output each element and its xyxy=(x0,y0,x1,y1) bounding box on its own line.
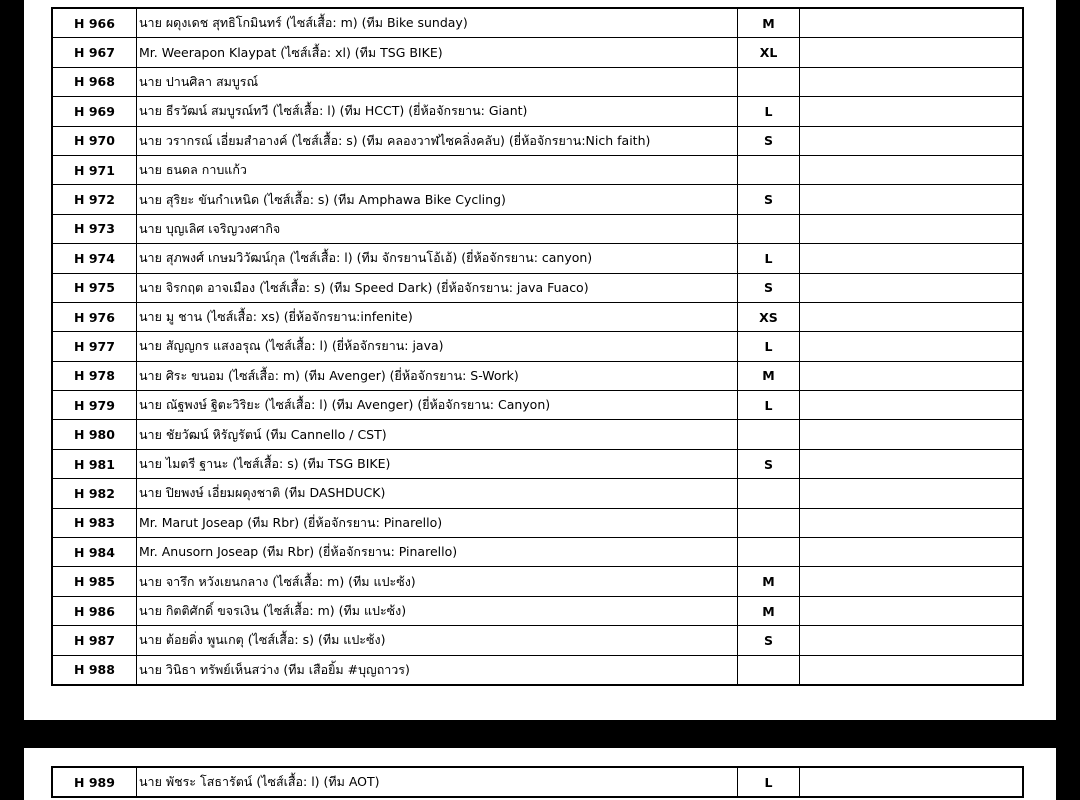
bib-number-cell: H 973 xyxy=(52,214,137,243)
blank-cell xyxy=(800,302,1024,331)
blank-cell xyxy=(800,185,1024,214)
participant-name-cell: นาย สุริยะ ขันกำเหนิด (ไซส์เสื้อ: s) (ทีม Amphawa Bike Cycling) xyxy=(137,185,738,214)
table-row xyxy=(52,273,1023,302)
participant-table xyxy=(51,7,1024,686)
bib-number-cell: H 986 xyxy=(52,596,137,625)
table-row xyxy=(52,8,1023,38)
bib-number-cell: H 972 xyxy=(52,185,137,214)
document-page xyxy=(24,748,1056,800)
participant-name-cell: นาย ผดุงเดช สุทธิโกมินทร์ (ไซส์เสื้อ: m) (ทีม Bike sunday) xyxy=(137,8,738,38)
participant-name-cell: นาย ธีรวัฒน์ สมบูรณ์ทวี (ไซส์เสื้อ: l) (ทีม HCCT) (ยี่ห้อจักรยาน: Giant) xyxy=(137,97,738,126)
bib-number-cell: H 979 xyxy=(52,391,137,420)
blank-cell xyxy=(800,479,1024,508)
bib-number-cell: H 988 xyxy=(52,655,137,685)
blank-cell xyxy=(800,67,1024,96)
participant-name-cell: นาย ต้อยติ่ง พูนเกตุ (ไซส์เสื้อ: s) (ทีม แปะซ้ง) xyxy=(137,626,738,655)
blank-cell xyxy=(800,8,1024,38)
blank-cell xyxy=(800,420,1024,449)
table-row xyxy=(52,67,1023,96)
bib-number-cell: H 975 xyxy=(52,273,137,302)
blank-cell xyxy=(800,596,1024,625)
participant-name-cell: นาย มู ชาน (ไซส์เสื้อ: xs) (ยี่ห้อจักรยาน:infenite) xyxy=(137,302,738,331)
participant-name-cell: Mr. Marut Joseap (ทีม Rbr) (ยี่ห้อจักรยาน: Pinarello) xyxy=(137,508,738,537)
participant-name-cell: นาย ปิยพงษ์ เอี่ยมผดุงชาติ (ทีม DASHDUCK) xyxy=(137,479,738,508)
participant-name-cell: นาย จิรกฤต อาจเมือง (ไซส์เสื้อ: s) (ทีม Speed Dark) (ยี่ห้อจักรยาน: java Fuaco) xyxy=(137,273,738,302)
shirt-size-cell: S xyxy=(738,126,800,155)
table-row xyxy=(52,767,1023,797)
table-row xyxy=(52,185,1023,214)
participant-name-cell: นาย กิตติศักดิ์ ขจรเงิน (ไซส์เสื้อ: m) (ทีม แปะซ้ง) xyxy=(137,596,738,625)
participant-name-cell: นาย สุภพงศ์ เกษมวิวัฒน์กุล (ไซส์เสื้อ: l) (ทีม จักรยานโอ้เอ้) (ยี่ห้อจักรยาน: canyon) xyxy=(137,244,738,273)
bib-number-cell: H 977 xyxy=(52,332,137,361)
participant-table xyxy=(51,766,1024,798)
participant-table-body xyxy=(52,8,1023,685)
table-row xyxy=(52,155,1023,184)
shirt-size-cell xyxy=(738,214,800,243)
shirt-size-cell: M xyxy=(738,596,800,625)
bib-number-cell: H 987 xyxy=(52,626,137,655)
blank-cell xyxy=(800,767,1024,797)
table-row xyxy=(52,126,1023,155)
table-row xyxy=(52,244,1023,273)
blank-cell xyxy=(800,655,1024,685)
shirt-size-cell: L xyxy=(738,97,800,126)
bib-number-cell: H 974 xyxy=(52,244,137,273)
bib-number-cell: H 967 xyxy=(52,38,137,67)
participant-name-cell: Mr. Weerapon Klaypat (ไซส์เสื้อ: xl) (ทีม TSG BIKE) xyxy=(137,38,738,67)
participant-name-cell: นาย วินิธา ทรัพย์เห็นสว่าง (ทีม เสือยิ้ม #บุญถาวร) xyxy=(137,655,738,685)
bib-number-cell: H 976 xyxy=(52,302,137,331)
blank-cell xyxy=(800,126,1024,155)
bib-number-cell: H 978 xyxy=(52,361,137,390)
table-row xyxy=(52,449,1023,478)
shirt-size-cell xyxy=(738,479,800,508)
bib-number-cell: H 989 xyxy=(52,767,137,797)
participant-name-cell: Mr. Anusorn Joseap (ทีม Rbr) (ยี่ห้อจักรยาน: Pinarello) xyxy=(137,538,738,567)
table-row xyxy=(52,361,1023,390)
table-row xyxy=(52,596,1023,625)
table-row xyxy=(52,97,1023,126)
table-row xyxy=(52,626,1023,655)
blank-cell xyxy=(800,567,1024,596)
blank-cell xyxy=(800,38,1024,67)
shirt-size-cell: L xyxy=(738,332,800,361)
blank-cell xyxy=(800,391,1024,420)
participant-name-cell: นาย พัชระ โสธารัตน์ (ไซส์เสื้อ: l) (ทีม AOT) xyxy=(137,767,738,797)
participant-name-cell: นาย ชัยวัฒน์ หิรัญรัตน์ (ทีม Cannello / CST) xyxy=(137,420,738,449)
table-row xyxy=(52,391,1023,420)
shirt-size-cell xyxy=(738,67,800,96)
table-row xyxy=(52,420,1023,449)
blank-cell xyxy=(800,244,1024,273)
shirt-size-cell xyxy=(738,538,800,567)
bib-number-cell: H 983 xyxy=(52,508,137,537)
shirt-size-cell: XL xyxy=(738,38,800,67)
table-row xyxy=(52,508,1023,537)
participant-name-cell: นาย สัญญกร แสงอรุณ (ไซส์เสื้อ: l) (ยี่ห้อจักรยาน: java) xyxy=(137,332,738,361)
shirt-size-cell: S xyxy=(738,185,800,214)
blank-cell xyxy=(800,449,1024,478)
table-row xyxy=(52,567,1023,596)
shirt-size-cell: XS xyxy=(738,302,800,331)
shirt-size-cell: L xyxy=(738,391,800,420)
blank-cell xyxy=(800,361,1024,390)
blank-cell xyxy=(800,214,1024,243)
bib-number-cell: H 971 xyxy=(52,155,137,184)
shirt-size-cell: M xyxy=(738,361,800,390)
shirt-size-cell: S xyxy=(738,273,800,302)
blank-cell xyxy=(800,626,1024,655)
bib-number-cell: H 966 xyxy=(52,8,137,38)
blank-cell xyxy=(800,538,1024,567)
participant-name-cell: นาย ณัฐพงษ์ ฐิตะวิริยะ (ไซส์เสื้อ: l) (ทีม Avenger) (ยี่ห้อจักรยาน: Canyon) xyxy=(137,391,738,420)
table-row xyxy=(52,538,1023,567)
bib-number-cell: H 968 xyxy=(52,67,137,96)
bib-number-cell: H 981 xyxy=(52,449,137,478)
participant-name-cell: นาย จารึก หวังเยนกลาง (ไซส์เสื้อ: m) (ทีม แปะซ้ง) xyxy=(137,567,738,596)
participant-name-cell: นาย วรากรณ์ เอี่ยมสำอางค์ (ไซส์เสื้อ: s) (ทีม คลองวาฬไซคลิ่งคลับ) (ยี่ห้อจักรยาน:Nich faith) xyxy=(137,126,738,155)
shirt-size-cell xyxy=(738,655,800,685)
bib-number-cell: H 970 xyxy=(52,126,137,155)
blank-cell xyxy=(800,508,1024,537)
bib-number-cell: H 982 xyxy=(52,479,137,508)
bib-number-cell: H 984 xyxy=(52,538,137,567)
table-row xyxy=(52,479,1023,508)
bib-number-cell: H 980 xyxy=(52,420,137,449)
shirt-size-cell: L xyxy=(738,244,800,273)
shirt-size-cell: S xyxy=(738,626,800,655)
participant-name-cell: นาย ปานศิลา สมบูรณ์ xyxy=(137,67,738,96)
participant-table-body xyxy=(52,767,1023,797)
shirt-size-cell: S xyxy=(738,449,800,478)
shirt-size-cell: L xyxy=(738,767,800,797)
participant-name-cell: นาย บุญเลิศ เจริญวงศากิจ xyxy=(137,214,738,243)
bib-number-cell: H 985 xyxy=(52,567,137,596)
participant-name-cell: นาย ศิระ ขนอม (ไซส์เสื้อ: m) (ทีม Avenger) (ยี่ห้อจักรยาน: S-Work) xyxy=(137,361,738,390)
shirt-size-cell: M xyxy=(738,567,800,596)
blank-cell xyxy=(800,97,1024,126)
shirt-size-cell xyxy=(738,420,800,449)
bib-number-cell: H 969 xyxy=(52,97,137,126)
participant-name-cell: นาย ไมตรี ฐานะ (ไซส์เสื้อ: s) (ทีม TSG BIKE) xyxy=(137,449,738,478)
table-row xyxy=(52,38,1023,67)
blank-cell xyxy=(800,332,1024,361)
table-row xyxy=(52,655,1023,685)
blank-cell xyxy=(800,273,1024,302)
document-page xyxy=(24,0,1056,720)
participant-name-cell: นาย ธนดล กาบแก้ว xyxy=(137,155,738,184)
shirt-size-cell xyxy=(738,155,800,184)
table-row xyxy=(52,332,1023,361)
table-row xyxy=(52,214,1023,243)
shirt-size-cell: M xyxy=(738,8,800,38)
table-row xyxy=(52,302,1023,331)
blank-cell xyxy=(800,155,1024,184)
shirt-size-cell xyxy=(738,508,800,537)
